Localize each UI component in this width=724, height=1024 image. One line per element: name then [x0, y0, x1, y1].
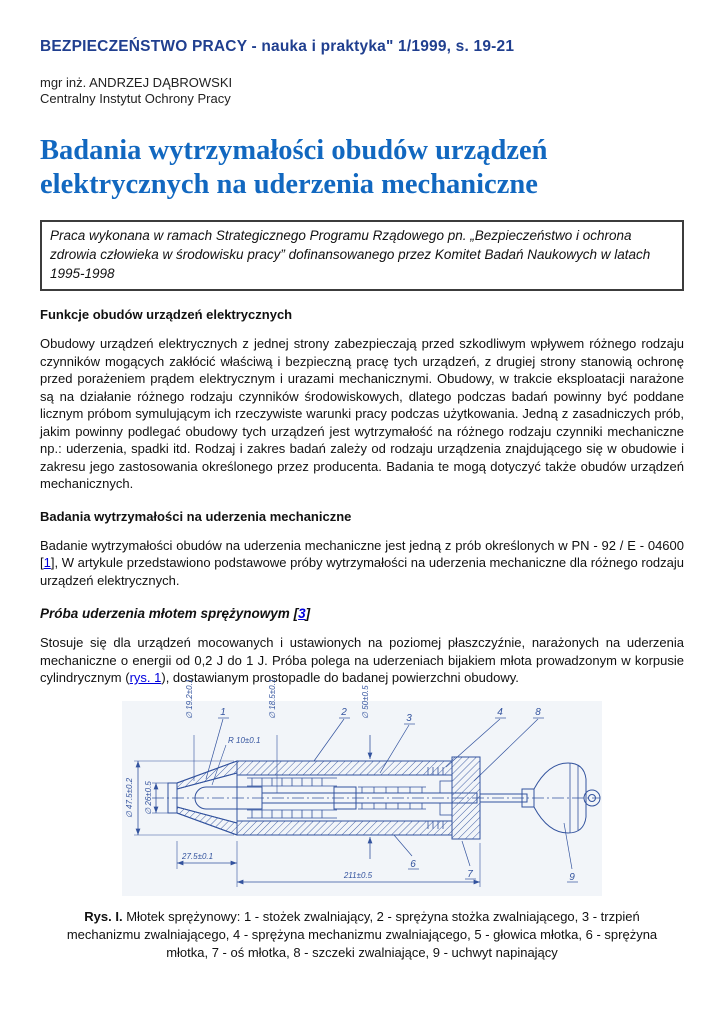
callout-6: 6: [410, 858, 416, 870]
spring-hammer-technical-drawing: [122, 678, 602, 896]
paragraph-text: ], W artykule przedstawiono podstawowe próby wytrzymałości na uderzenia mechaniczne dla różnego rodzaju urządzeń elektrycznych.: [40, 555, 684, 588]
author-name: mgr inż. ANDRZEJ DĄBROWSKI: [40, 75, 233, 90]
figure-link-rys1[interactable]: rys. 1: [129, 670, 162, 685]
figure-1: [40, 678, 684, 962]
callout-9: 9: [569, 871, 575, 883]
article-title: Badania wytrzymałości obudów urządzeń elektrycznych na uderzenia mechaniczne: [40, 135, 548, 200]
callout-7: 7: [467, 868, 473, 880]
figure-caption: [56, 908, 668, 962]
dim-27-5: 27.5±0.1: [182, 851, 214, 861]
callout-8: 8: [535, 706, 541, 718]
paragraph-functions: Obudowy urządzeń elektrycznych z jednej strony zabezpieczają przed szkodliwym wpływem różnego rodzaju czynników mogących zakłócić właściwą i bezpieczną pracę tych urządzeń, z drugiej strony stanowią ochronę przed porażeniem prądem elektrycznym i urazami mechanicznymi. Obudowy, w trakcie eksploatacji narażone są na działanie różnego rodzaju czynników środowiskowych, dlatego podczas badań powinny być poddane licznym próbom symulującym ich rzeczywiste warunki pracy podczas użytkowania. Jedną z zasadniczych prób, jakim powinny podlegać obudowy tych urządzeń jest wytrzymałość na różnego rodzaju czynniki mechaniczne np.: uderzenia, spadki itd. Rodzaj i zakres badań zależy od rodzaju urządzenia znajdującego się w obudowie i zakresu jego zastosowania określonego przez producenta. Badania te mogą dotyczyć także obudów urządzeń mechanicznych.: [40, 336, 684, 491]
author-block: [40, 75, 684, 107]
program-note-box: [40, 220, 684, 291]
journal-header: BEZPIECZEŃSTWO PRACY - nauka i praktyka" 1/1999, s. 19-21: [40, 38, 515, 55]
program-note-text: Praca wykonana w ramach Strategicznego Programu Rządowego pn. „Bezpieczeństwo i ochrona zdrowia człowieka w środowisku pracy” dofinansowanego przez Komitet Badań Naukowych w latach 1995-1998: [50, 228, 651, 281]
sub-heading-spring-hammer-test: [40, 606, 684, 621]
callout-2: 2: [341, 706, 347, 718]
section-heading-functions: Funkcje obudów urządzeń elektrycznych: [40, 307, 293, 322]
dim-211: 211±0.5: [343, 870, 373, 880]
dim-radius-10: R 10±0.1: [228, 735, 261, 745]
figure-caption-text: Młotek sprężynowy: 1 - stożek zwalniający, 2 - sprężyna stożka zwalniającego, 3 - trzpień mechanizmu zwalniającego, 4 - sprężyna mechanizmu zwalniającego, 5 - głowica młotka, 6 - sprężyna młotka, 7 - oś młotka, 8 - szczeki zwalniające, 9 - uchwyt napinający: [66, 908, 658, 960]
paragraph-text: Badanie wytrzymałości obudów na uderzenia mechaniczne jest jedną z prób określonych w PN - 92 / E - 04600 [: [40, 537, 684, 570]
paragraph-text: Stosuje się dla urządzeń mocowanych i ustawionych na poziomej płaszczyźnie, narażonych na uderzenia mechaniczne o energii od 0,2 J do 1 J. Próba polega na uderzeniach bijakiem młota prowadzonym w korpusie cylindrycznym (: [40, 635, 684, 685]
callout-1: 1: [220, 706, 226, 718]
dim-diameter-26: ∅ 26±0.5: [144, 780, 153, 815]
callout-3: 3: [406, 712, 412, 724]
section-heading-impact-tests: Badania wytrzymałości na uderzenia mechaniczne: [40, 508, 352, 524]
figure-caption-label: Rys. I.: [84, 908, 123, 924]
callout-4: 4: [497, 706, 503, 718]
reference-link-1[interactable]: 1: [43, 555, 51, 570]
author-affiliation: Centralny Instytut Ochrony Pracy: [40, 91, 231, 106]
document-page: [40, 38, 684, 962]
reference-link-3[interactable]: 3: [298, 606, 306, 621]
sub-heading-text: Próba uderzenia młotem sprężynowym [: [40, 606, 299, 621]
dim-diameter-19-2: ∅ 19.2±0.1: [185, 678, 194, 719]
dim-diameter-50: ∅ 50±0.5: [361, 684, 370, 719]
dim-diameter-18-5: ∅ 18.5±0.1: [268, 678, 277, 719]
paragraph-impact-tests: [40, 537, 684, 590]
sub-heading-text: ]: [305, 606, 311, 621]
paragraph-text: ), dostawianym prostopadle do badanej powierzchni obudowy.: [161, 670, 519, 685]
paragraph-spring-hammer: [40, 634, 684, 687]
dim-diameter-47-5: ∅ 47.5±0.2: [125, 777, 134, 818]
